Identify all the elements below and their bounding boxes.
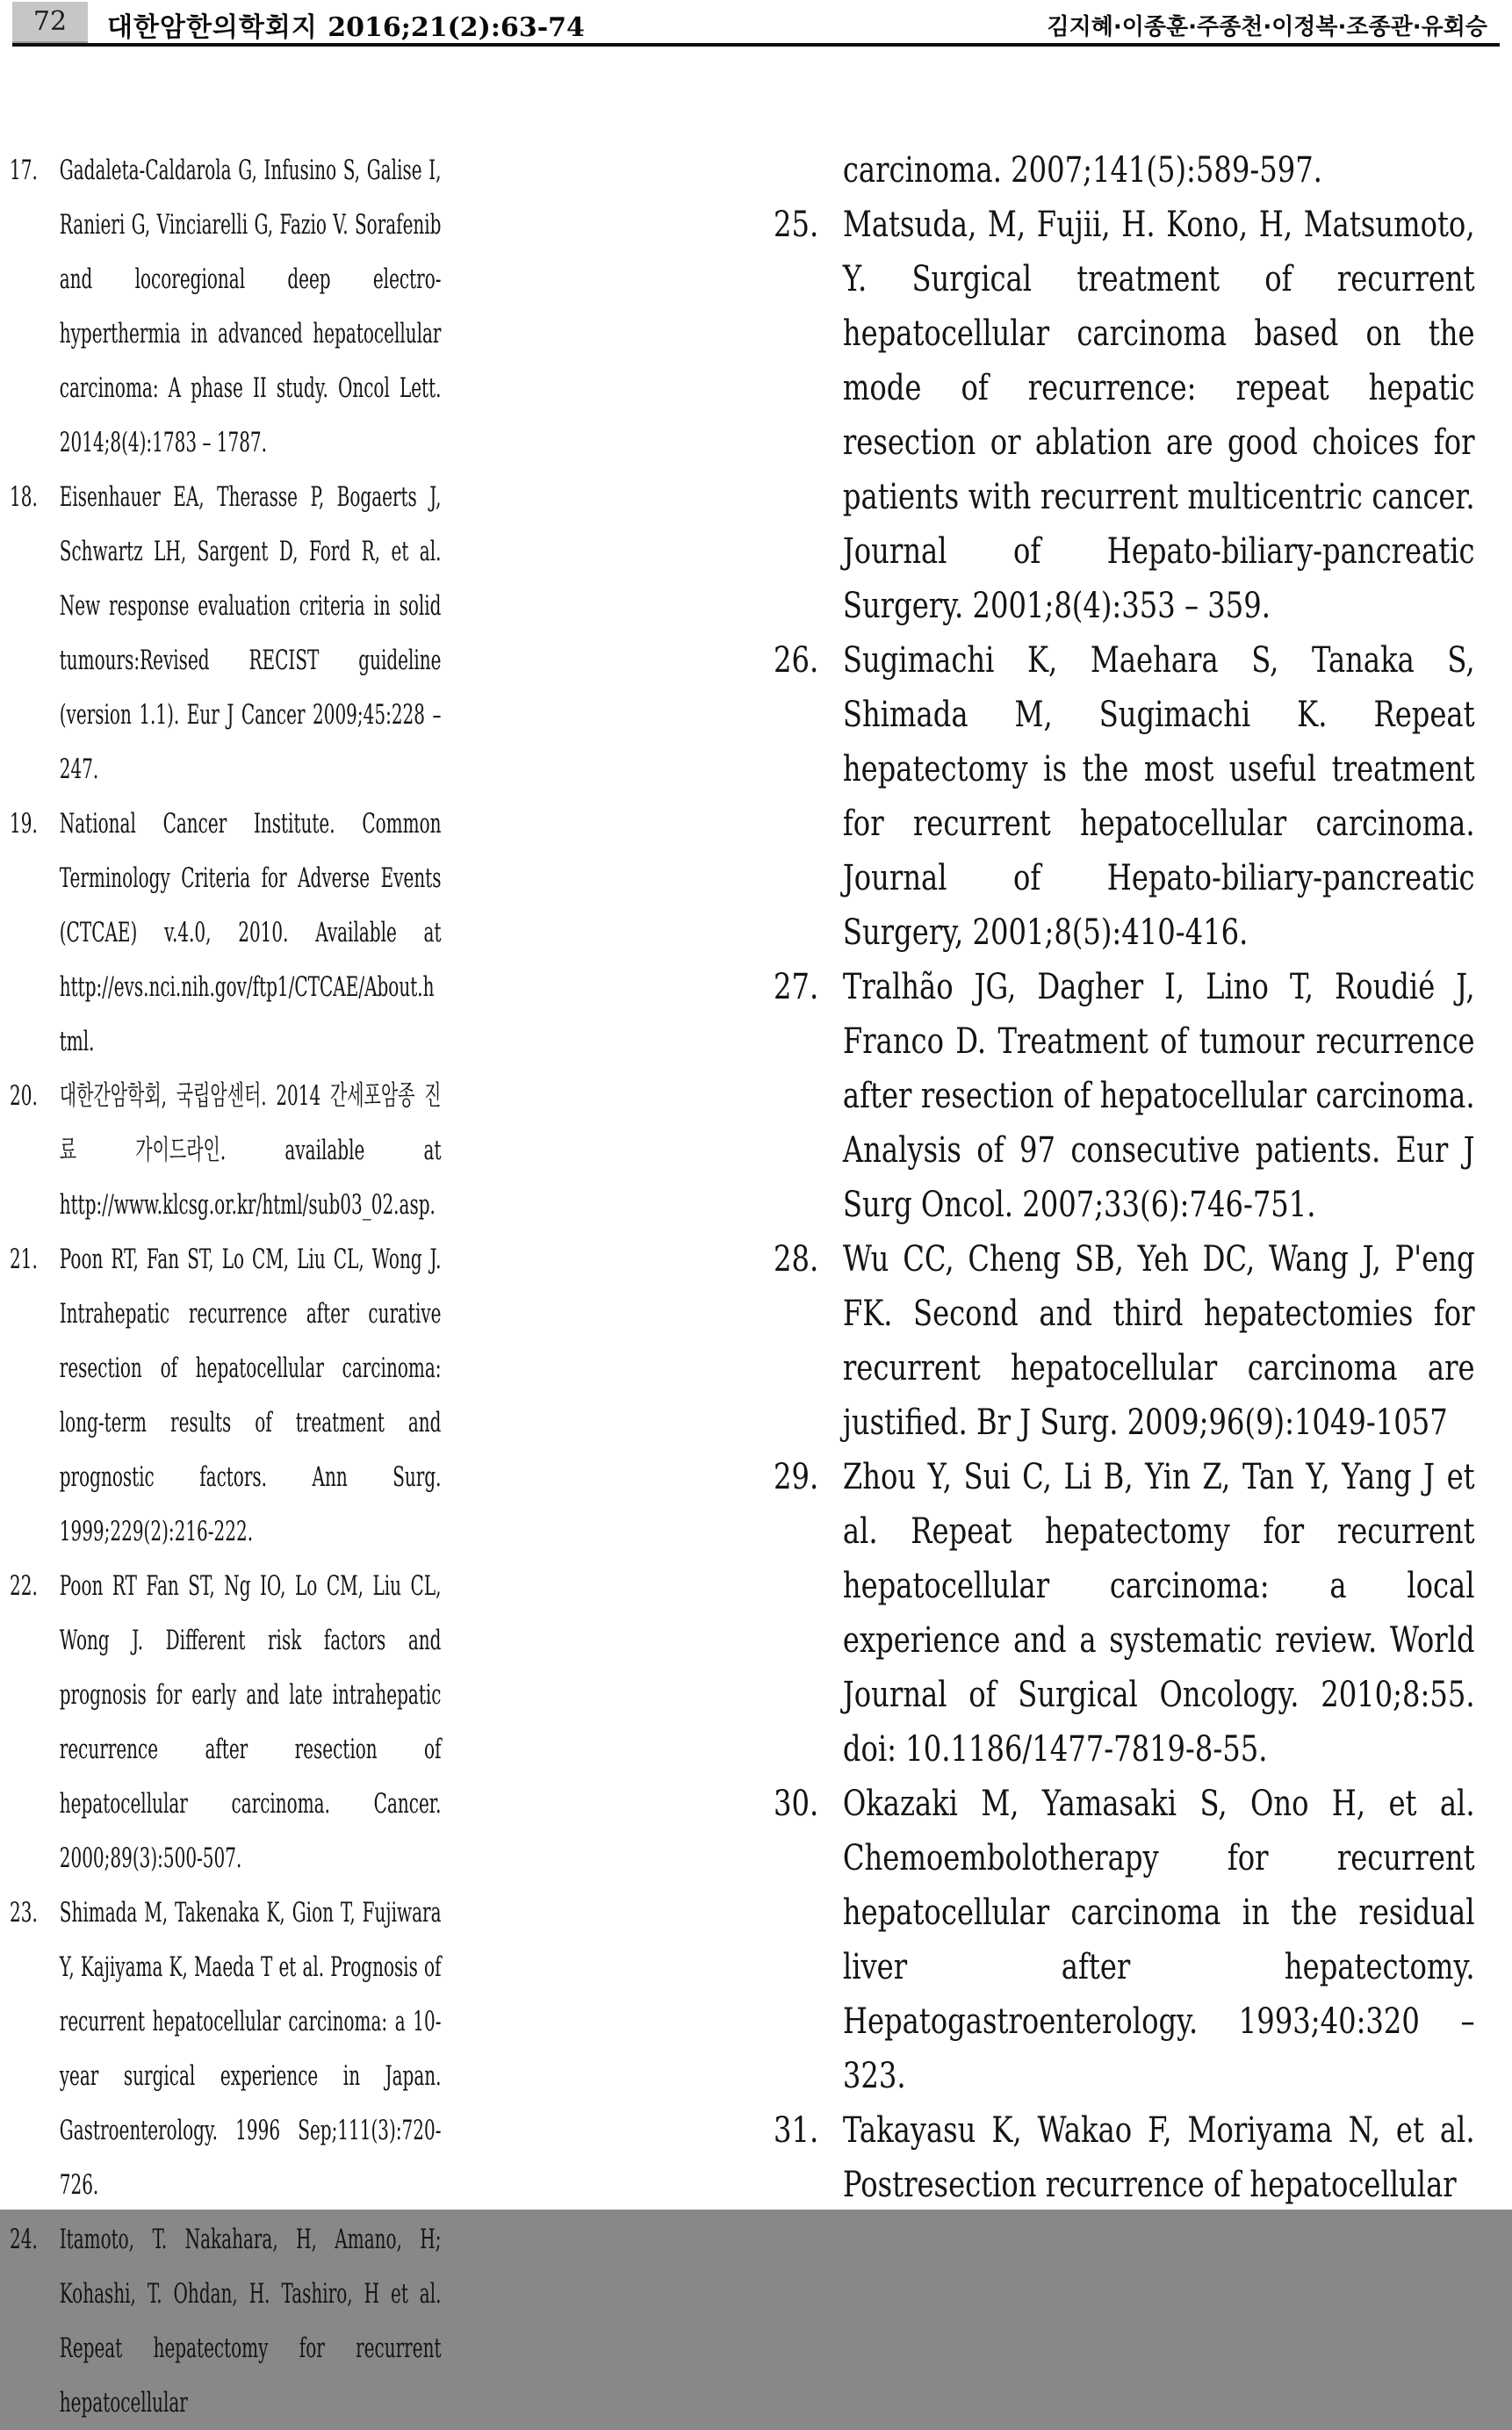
journal-title (107, 5, 585, 44)
reference-text: Eisenhauer EA, Therasse P, Bogaerts J, Schwartz LH, Sargent D, Ford R, et al. New response evaluation criteria in solid tumours:Revised RECIST guideline (version 1.1). Eur J Cancer 2009;45:228 – 247. (59, 481, 442, 785)
reference-text: Okazaki M, Yamasaki S, Ono H, et al. Chemoembolotherapy for recurrent hepatocellular carcinoma in the residual liver after hepatectomy. Hepatogastroenterology. 1993;40:320 – 323. (842, 1784, 1475, 2096)
reference-item-30 (774, 1777, 1475, 2103)
reference-item-20 (10, 1069, 441, 1232)
reference-text: National Cancer Institute. Common Terminology Criteria for Adverse Events (CTCAE) v.4.0, 2010. Available at http://evs.nci.nih.gov/ftp1/CTCAE/About.html. (59, 808, 442, 1057)
reference-item-26 (774, 633, 1475, 960)
reference-number: 22. (10, 1570, 38, 1602)
reference-item-29 (774, 1450, 1475, 1777)
reference-number: 21. (10, 1244, 38, 1275)
header-rule (12, 43, 1500, 47)
page-number-badge (12, 2, 88, 43)
reference-text: Itamoto, T. Nakahara, H, Amano, H; Kohashi, T. Ohdan, H. Tashiro, H et al. Repeat hepatectomy for recurrent hepatocellular (59, 2224, 442, 2419)
reference-number: 19. (10, 808, 38, 840)
reference-item-25 (774, 198, 1475, 633)
reference-item-24-continuation (774, 143, 1475, 198)
reference-text: Matsuda, M, Fujii, H. Kono, H, Matsumoto, Y. Surgical treatment of recurrent hepatocellular carcinoma based on the mode of recurrence: repeat hepatic resection or ablation are good choices for patients with recurrent multicentric cancer. Journal of Hepato-biliary-pancreatic Surgery. 2001;8(4):353 – 359. (842, 205, 1475, 626)
page-number: 72 (32, 6, 68, 37)
reference-number: 24. (10, 2224, 38, 2255)
reference-text: Poon RT, Fan ST, Lo CM, Liu CL, Wong J. Intrahepatic recurrence after curative resection of hepatocellular carcinoma: long-term results of treatment and prognostic factors. Ann Surg. 1999;229(2):216-222. (59, 1244, 442, 1547)
reference-text: Shimada M, Takenaka K, Gion T, Fujiwara Y, Kajiyama K, Maeda T et al. Prognosis of recurrent hepatocellular carcinoma: a 10-year surgical experience in Japan. Gastroenterology. 1996 Sep;111(3):720-726. (59, 1897, 442, 2201)
reference-text: Tralhão JG, Dagher I, Lino T, Roudié J, Franco D. Treatment of tumour recurrence after resection of hepatocellular carcinoma. Analysis of 97 consecutive patients. Eur J Surg Oncol. 2007;33(6):746-751. (842, 967, 1475, 1225)
reference-item-18 (10, 470, 441, 797)
reference-item-17 (10, 143, 441, 470)
reference-number: 30. (774, 1784, 819, 1824)
reference-number: 27. (774, 967, 819, 1007)
journal-issue: 2016;21(2):63-74 (328, 12, 585, 43)
reference-item-19 (10, 797, 441, 1069)
reference-number: 25. (774, 205, 819, 245)
reference-text: Gadaleta-Caldarola G, Infusino S, Galise I, Ranieri G, Vinciarelli G, Fazio V. Sorafenib and locoregional deep electro-hyperthermia in advanced hepatocellular carcinoma: A phase II study. Oncol Lett. 2014;8(4):1783 – 1787. (59, 155, 442, 458)
references-right-column (774, 143, 1476, 2210)
reference-number: 17. (10, 155, 38, 186)
reference-text: 대한간암학회, 국립암센터. 2014 간세포암종 진료 가이드라인. available at http://www.klcsg.or.kr/html/sub03_02.asp. (59, 1080, 442, 1221)
reference-text: Sugimachi K, Maehara S, Tanaka S, Shimada M, Sugimachi K. Repeat hepatectomy is the most useful treatment for recurrent hepatocellular carcinoma. Journal of Hepato-biliary-pancreatic Surgery, 2001;8(5):410-416. (842, 640, 1475, 953)
reference-number: 23. (10, 1897, 38, 1929)
reference-number: 29. (774, 1457, 819, 1497)
reference-item-31 (774, 2103, 1475, 2212)
reference-item-27 (774, 960, 1475, 1232)
reference-number: 26. (774, 640, 819, 681)
authors-line: 김지혜·이종훈·주종천·이정복·조종관·유회승 (1047, 14, 1487, 40)
references-left-column (10, 143, 443, 2419)
reference-number: 28. (774, 1239, 819, 1280)
reference-text: Takayasu K, Wakao F, Moriyama N, et al. Postresection recurrence of hepatocellular (842, 2110, 1475, 2205)
reference-text: Poon RT Fan ST, Ng IO, Lo CM, Liu CL, Wong J. Different risk factors and prognosis for early and late intrahepatic recurrence after resection of hepatocellular carcinoma. Cancer. 2000;89(3):500-507. (59, 1570, 442, 1874)
reference-text: carcinoma. 2007;141(5):589-597. (842, 150, 1322, 191)
reference-number: 20. (10, 1080, 38, 1112)
reference-number: 31. (774, 2110, 819, 2151)
reference-item-22 (10, 1559, 441, 1886)
reference-item-21 (10, 1232, 441, 1559)
reference-item-24 (10, 2212, 441, 2430)
journal-name: 대한암한의학회지 (107, 12, 318, 43)
reference-text: Wu CC, Cheng SB, Yeh DC, Wang J, P'eng FK. Second and third hepatectomies for recurrent hepatocellular carcinoma are justified. Br J Surg. 2009;96(9):1049-1057 (842, 1239, 1475, 1443)
reference-text: Zhou Y, Sui C, Li B, Yin Z, Tan Y, Yang J et al. Repeat hepatectomy for recurrent hepatocellular carcinoma: a local experience and a systematic review. World Journal of Surgical Oncology. 2010;8:55. doi: 10.1186/1477-7819-8-55. (842, 1457, 1475, 1770)
reference-number: 18. (10, 481, 38, 513)
reference-item-23 (10, 1886, 441, 2212)
reference-item-28 (774, 1232, 1475, 1450)
